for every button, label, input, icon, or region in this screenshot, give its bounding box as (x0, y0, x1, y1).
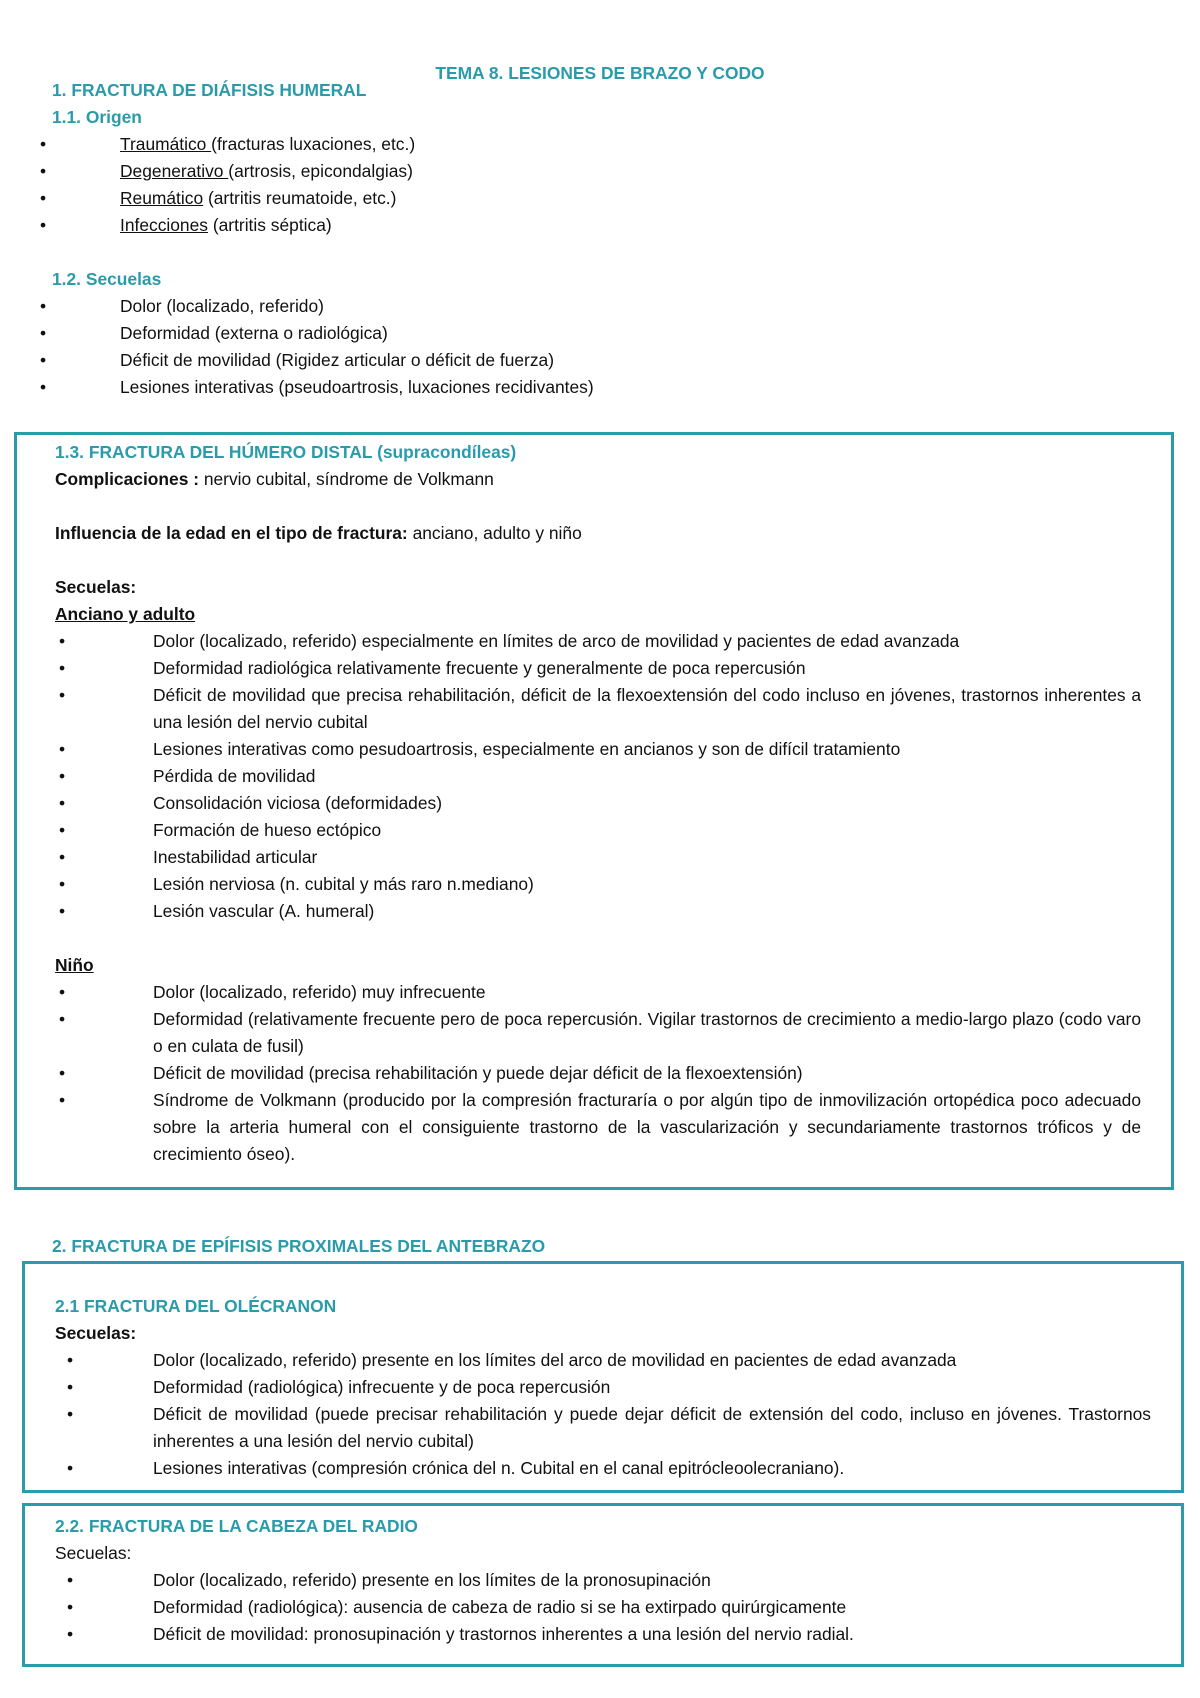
list-item: • Lesión vascular (A. humeral) (17, 898, 1141, 925)
list-item: • Lesiones interativas (compresión crónica del n. Cubital en el canal epitrócleoolecraniano). (25, 1455, 1151, 1482)
list-item: • Dolor (localizado, referido) muy infrecuente (17, 979, 1141, 1006)
list-item: • Consolidación viciosa (deformidades) (17, 790, 1141, 817)
radio-heading: 2.2. FRACTURA DE LA CABEZA DEL RADIO (55, 1516, 418, 1536)
list-item: • Traumático (fracturas luxaciones, etc.) (0, 131, 1200, 158)
list-item: • Déficit de movilidad (puede precisar rehabilitación y puede dejar déficit de extensión del codo, incluso en jóvenes. Trastornos inherentes a una lesión del nervio cubital) (25, 1401, 1151, 1455)
section-1-heading: 1. FRACTURA DE DIÁFISIS HUMERAL (52, 80, 367, 100)
olecranon-list (25, 1347, 1151, 1482)
list-item: • Deformidad (relativamente frecuente pero de poca repercusión. Vigilar trastornos de crecimiento a medio-largo plazo (codo varo o en culata de fusil) (17, 1006, 1141, 1060)
list-item: • Lesiones interativas como pesudoartrosis, especialmente en ancianos y son de difícil tratamiento (17, 736, 1141, 763)
list-item: • Deformidad (radiológica): ausencia de cabeza de radio si se ha extirpado quirúrgicamente (25, 1594, 1151, 1621)
anciano-list (17, 628, 1141, 925)
list-item: • Deformidad (externa o radiológica) (0, 320, 1200, 347)
origen-heading: 1.1. Origen (52, 107, 142, 127)
nino-label: Niño (55, 955, 94, 975)
list-item: • Lesiones interativas (pseudoartrosis, luxaciones recidivantes) (0, 374, 1200, 401)
radio-secuelas-label: Secuelas: (55, 1543, 132, 1563)
list-item: • Dolor (localizado, referido) especialmente en límites de arco de movilidad y pacientes de edad avanzada (17, 628, 1141, 655)
radio-box (22, 1503, 1184, 1667)
section-1 (52, 77, 1200, 401)
list-item: • Déficit de movilidad (Rigidez articular o déficit de fuerza) (0, 347, 1200, 374)
influencia-line: Influencia de la edad en el tipo de fractura: anciano, adulto y niño (55, 523, 582, 543)
list-item: • Dolor (localizado, referido) presente en los límites del arco de movilidad en pacientes de edad avanzada (25, 1347, 1151, 1374)
list-item: • Reumático (artritis reumatoide, etc.) (0, 185, 1200, 212)
list-item: • Infecciones (artritis séptica) (0, 212, 1200, 239)
page-title: TEMA 8. LESIONES DE BRAZO Y CODO (435, 63, 765, 83)
list-item: • Inestabilidad articular (17, 844, 1141, 871)
list-item: • Pérdida de movilidad (17, 763, 1141, 790)
anciano-label: Anciano y adulto (55, 604, 196, 624)
list-item: • Lesión nerviosa (n. cubital y más raro n.mediano) (17, 871, 1141, 898)
humero-distal-box (14, 432, 1174, 1190)
secuelas-label: Secuelas: (55, 577, 137, 597)
olecranon-box (22, 1261, 1184, 1493)
list-item: • Dolor (localizado, referido) (0, 293, 1200, 320)
olecranon-heading: 2.1 FRACTURA DEL OLÉCRANON (55, 1296, 337, 1316)
olecranon-secuelas-label: Secuelas: (55, 1323, 137, 1343)
list-item: • Síndrome de Volkmann (producido por la compresión fracturaría o por algún tipo de inmovilización ortopédica poco adecuado sobre la arteria humeral con el consiguiente trastorno de la vascularización y secundariamente trastornos tróficos y de crecimiento óseo). (17, 1087, 1141, 1168)
radio-list (25, 1567, 1151, 1648)
list-item: • Déficit de movilidad: pronosupinación y trastornos inherentes a una lesión del nervio radial. (25, 1621, 1151, 1648)
list-item: • Déficit de movilidad (precisa rehabilitación y puede dejar déficit de la flexoextensión) (17, 1060, 1141, 1087)
list-item: • Deformidad radiológica relativamente frecuente y generalmente de poca repercusión (17, 655, 1141, 682)
list-item: • Formación de hueso ectópico (17, 817, 1141, 844)
list-item: • Dolor (localizado, referido) presente en los límites de la pronosupinación (25, 1567, 1151, 1594)
list-item: • Degenerativo (artrosis, epicondalgias) (0, 158, 1200, 185)
section-2-heading: 2. FRACTURA DE EPÍFISIS PROXIMALES DEL ANTEBRAZO (52, 1236, 546, 1256)
list-item: • Déficit de movilidad que precisa rehabilitación, déficit de la flexoextensión del codo incluso en jóvenes, trastornos inherentes a una lesión del nervio cubital (17, 682, 1141, 736)
origen-list (0, 131, 1200, 239)
list-item: • Deformidad (radiológica) infrecuente y de poca repercusión (25, 1374, 1151, 1401)
nino-list (17, 979, 1141, 1168)
secuelas-list (0, 293, 1200, 401)
complicaciones-line: Complicaciones : nervio cubital, síndrome de Volkmann (55, 469, 494, 489)
humero-distal-heading: 1.3. FRACTURA DEL HÚMERO DISTAL (supracondíleas) (55, 442, 517, 462)
secuelas-heading: 1.2. Secuelas (52, 269, 162, 289)
